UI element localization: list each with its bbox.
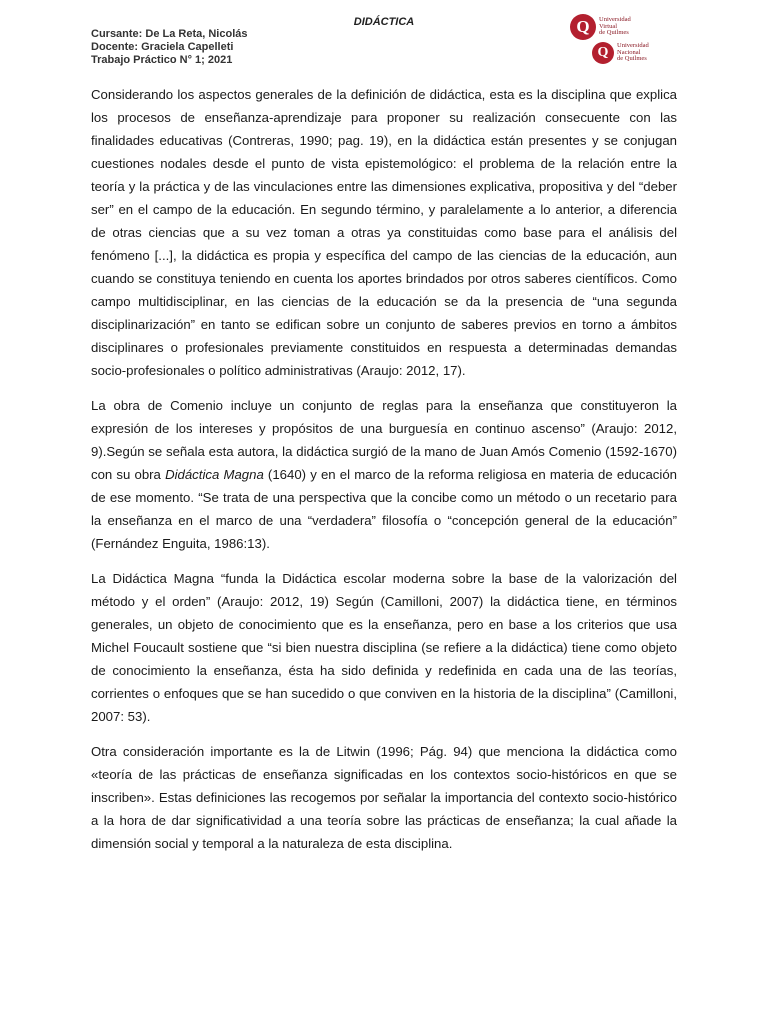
document-header-title: DIDÁCTICA: [353, 16, 415, 28]
unq-logo-text: Universidad Nacional de Quilmes: [617, 41, 649, 63]
paragraph-1: Considerando los aspectos generales de la definición de didáctica, esta es la disciplina que explica los procesos de enseñanza-aprendizaje para proponer su realización consecuente con las finalidades educativas (Contreras, 1990; pag. 19), en la didáctica están presentes y se conjugan cuestiones nodales desde el punto de vista epistemológico: el problema de la relación entre la teoría y la práctica y de las vinculaciones entre las dimensiones explicativa, propositiva y del “deber ser” en el campo de la educación. En segundo término, y paralelamente a lo anterior, a diferencia de otras ciencias que a su vez toman a otras ya constituidas como base para el análisis del fenómeno [...], la didáctica es propia y específica del campo de las ciencias de la educación, aun cuando se constituya teniendo en cuenta los aportes brindados por otros saberes científicos. Como campo multidisciplinar, en las ciencias de la educación se da la presencia de “una segunda disciplinarización” en tanto se edifican sobre un conjunto de saberes previos en torno a ámbitos disciplinares o profesionales previamente constituidos en respuesta a determinadas demandas socio-profesionales o político administrativas (Araujo: 2012, 17).: [91, 87, 677, 378]
assignment-label: Trabajo Práctico N° 1; 2021: [91, 54, 233, 66]
uvq-logo-icon: Q: [570, 14, 596, 40]
uvq-logo: [570, 14, 631, 40]
header-meta: [91, 28, 248, 67]
book-title: Didáctica Magna: [165, 467, 264, 482]
paragraph-4: Otra consideración importante es la de Litwin (1996; Pág. 94) que menciona la didáctica como «teoría de las prácticas de enseñanza significadas en los contextos socio-históricos en que se inscriben». Estas definiciones las recogemos por señalar la importancia del contexto socio-histórico a la hora de dar significatividad a una teoría sobre las prácticas de enseñanza; la cual añade la dimensión social y temporal a la naturaleza de esta disciplina.: [91, 744, 677, 851]
student-name: Cursante: De La Reta, Nicolás: [91, 28, 248, 40]
document-body: [91, 83, 677, 867]
unq-logo-icon: Q: [592, 42, 614, 64]
paragraph-2: La obra de Comenio incluye un conjunto de reglas para la enseñanza que constituyeron la expresión de los intereses y propósitos de una burguesía en continuo ascenso” (Araujo: 2012, 9).Según se señala esta autora, la didáctica surgió de la mano de Juan Amós Comenio (1592-1670) con su obra Didáctica Magna (1640) y en el marco de la reforma religiosa en materia de educación de ese momento. “Se trata de una perspectiva que la concibe como un método o un recetario para la enseñanza en el marco de una “verdadera” filosofía o “concepción general de la educación” (Fernández Enguita, 1986:13).: [91, 398, 677, 551]
unq-logo: [592, 42, 649, 64]
uvq-logo-text: Universidad Virtual de Quilmes: [599, 15, 631, 37]
teacher-name: Docente: Graciela Capelleti: [91, 41, 234, 53]
paragraph-3: La Didáctica Magna “funda la Didáctica escolar moderna sobre la base de la valorización del método y el orden” (Araujo: 2012, 19) Según (Camilloni, 2007) la didáctica tiene, en términos generales, un objeto de conocimiento que es la enseñanza, pero en base a los criterios que usa Michel Foucault sostiene que “si bien nuestra disciplina (se refiere a la didáctica) tiene como objeto de conocimiento la enseñanza, ésta ha sido definida y redefinida en cada una de las teorías, corrientes o enfoques que se han sucedido o que conviven en la historia de la disciplina” (Camilloni, 2007: 53).: [91, 571, 677, 724]
